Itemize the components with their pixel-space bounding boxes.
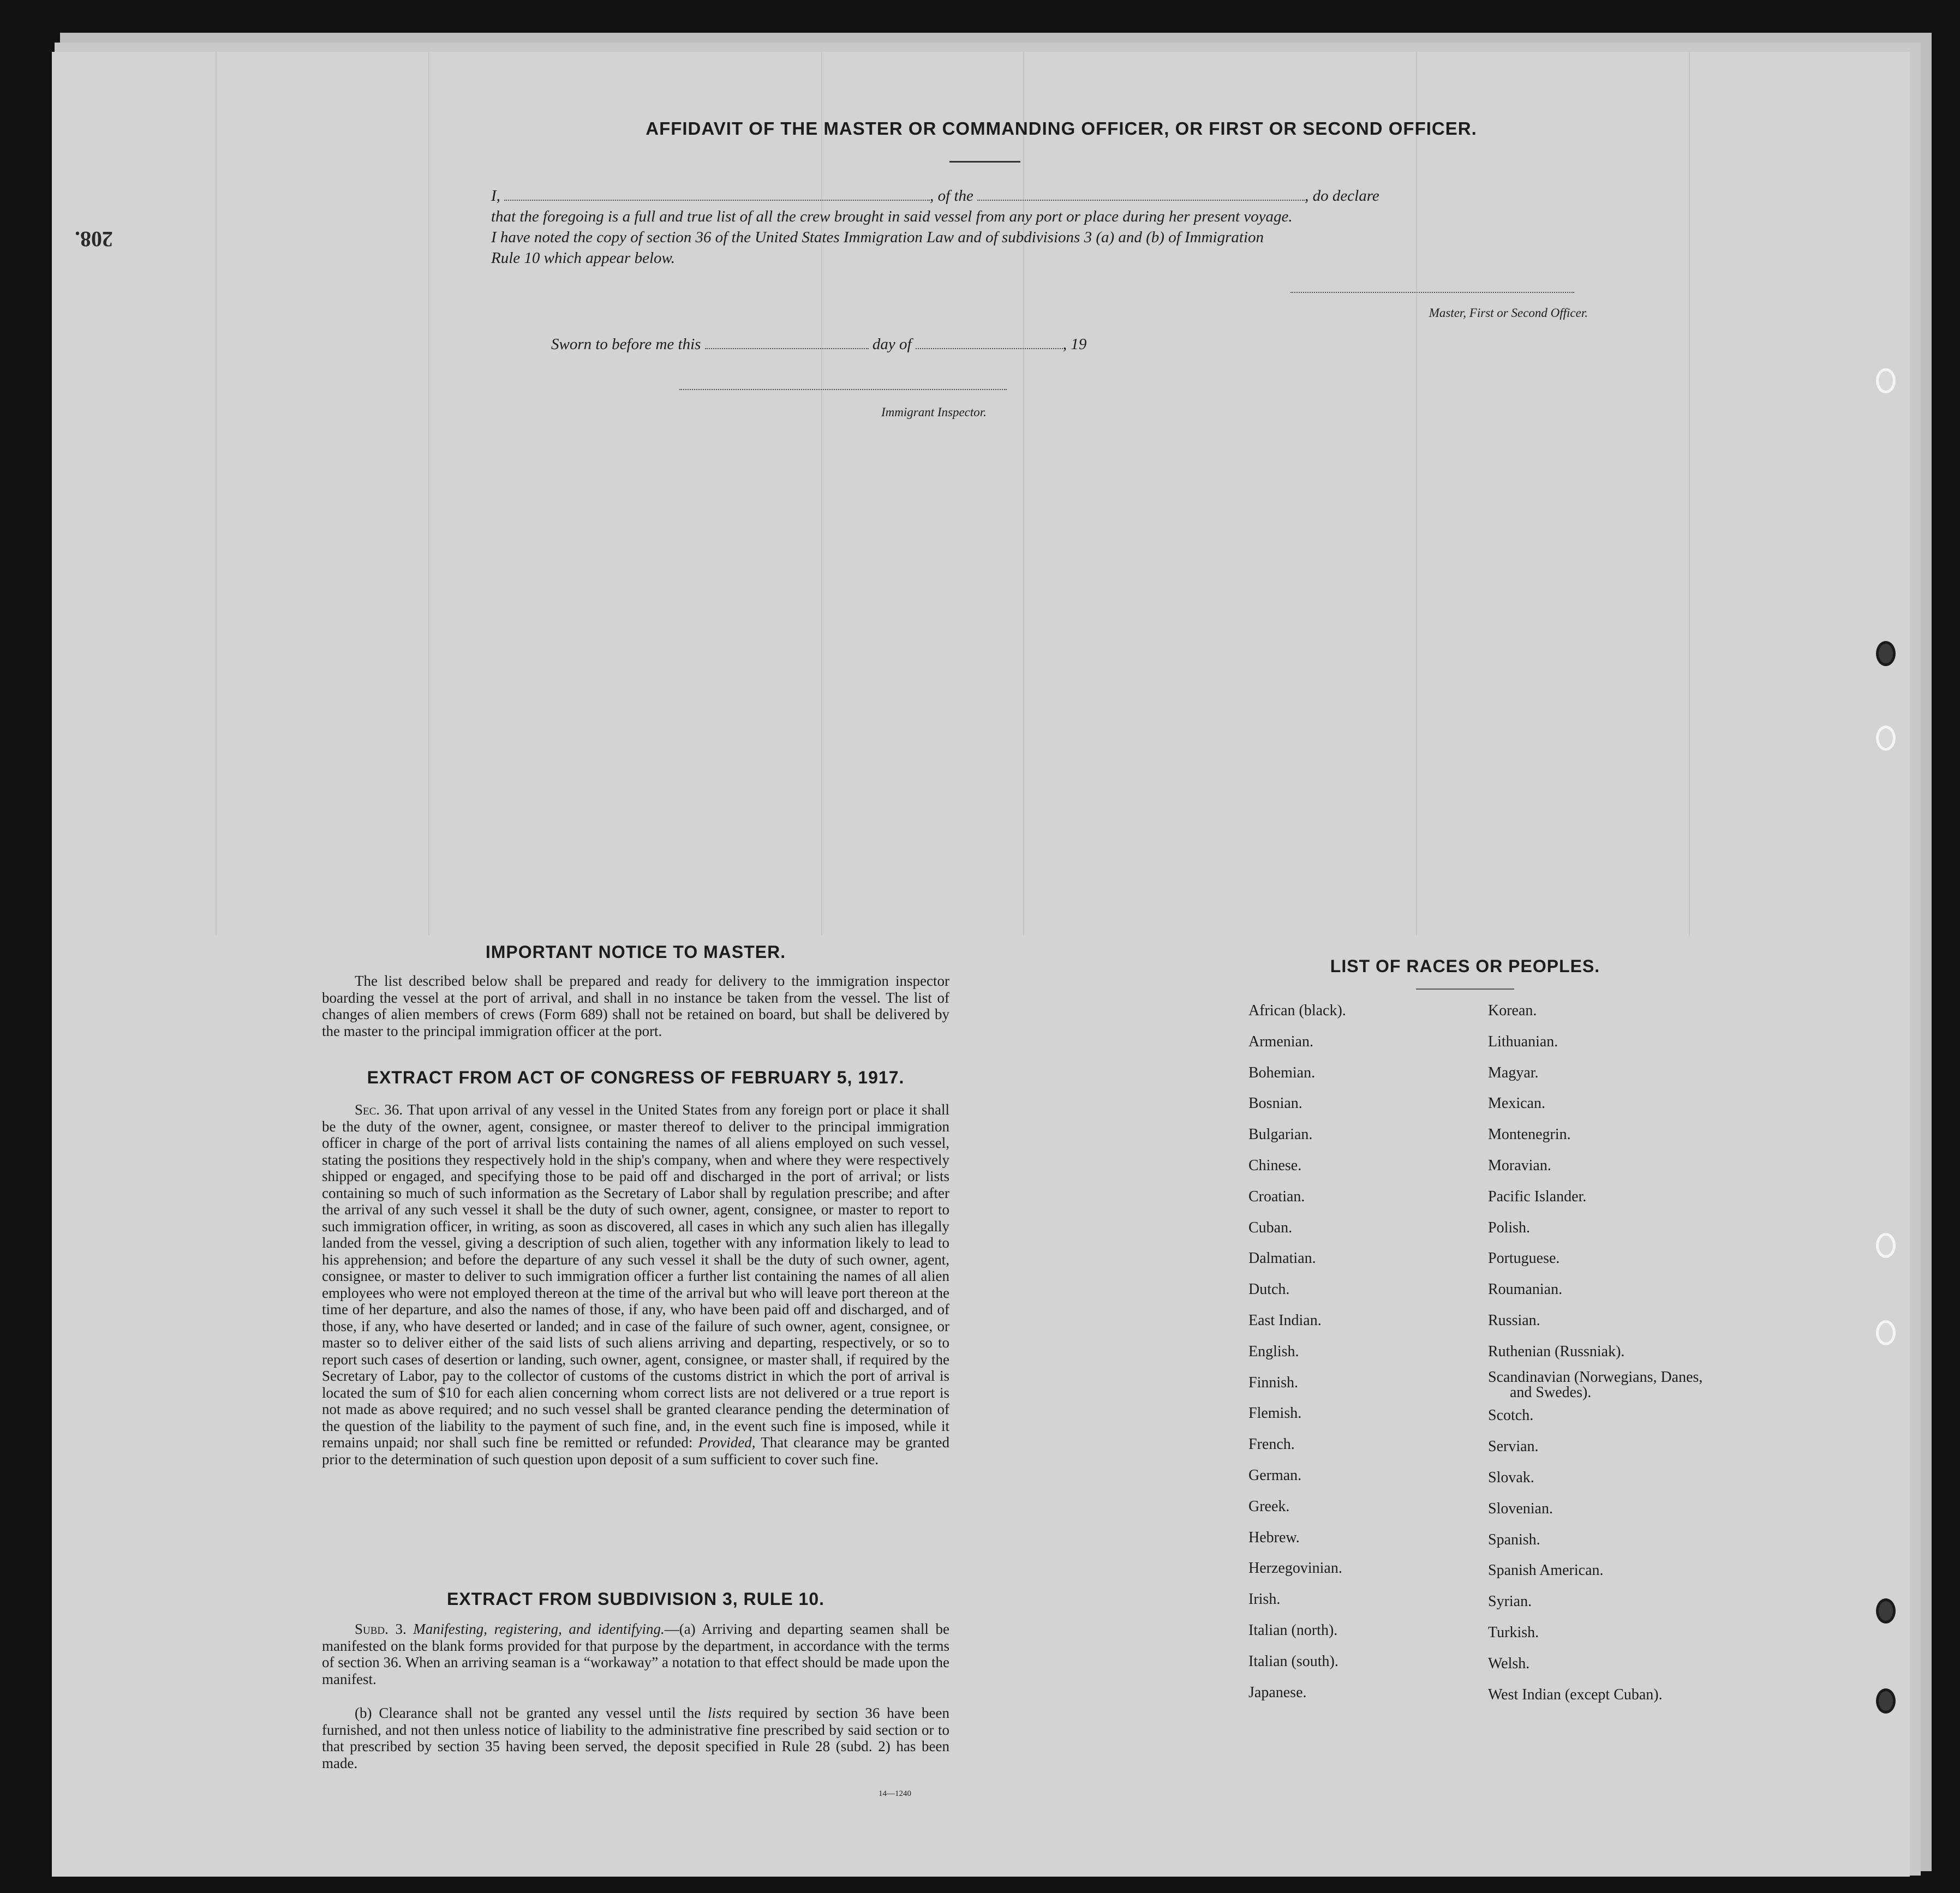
act-body [322, 1101, 949, 1467]
rule-subd-b [322, 1705, 949, 1771]
bleed-grid-line [1416, 52, 1417, 936]
affidavit-declaration-line [491, 187, 1588, 205]
rule-b-lists: lists [708, 1705, 732, 1721]
race-item: Ruthenian (Russniak). [1488, 1343, 1625, 1360]
race-item: Dalmatian. [1248, 1250, 1316, 1267]
race-item: Montenegrin. [1488, 1126, 1571, 1143]
race-item: Bohemian. [1248, 1064, 1316, 1081]
affidavit-line-4: Rule 10 which appear below. [491, 249, 675, 267]
race-item: East Indian. [1248, 1311, 1322, 1329]
race-item: Italian (north). [1248, 1621, 1338, 1639]
races-right-column [1488, 996, 1739, 1710]
rule-subd-heading: Manifesting, registering, and identifying. [413, 1621, 665, 1637]
race-item: Dutch. [1248, 1281, 1290, 1298]
race-item: Scandinavian (Norwegians, Danes, and Swedes). [1488, 1368, 1703, 1401]
day-of-text: day of [872, 336, 912, 353]
race-item: West Indian (except Cuban). [1488, 1686, 1663, 1703]
affidavit-do-declare: , do declare [1305, 187, 1379, 205]
rule-b-start: (b) Clearance shall not be granted any vessel until the [355, 1705, 701, 1721]
punch-hole [1876, 726, 1896, 751]
form-number: 14—1240 [879, 1789, 911, 1798]
race-item: French. [1248, 1436, 1295, 1453]
rule-subd-label: Subd. 3. [355, 1621, 407, 1637]
act-text: That upon arrival of any vessel in the United States from any foreign port or place it shall be the duty of the owner, agent, consignee, or master thereof to deliver to the principal immigration officer in charge of the port of arrival lists containing the names of all aliens employed on such vessel, stating the positions they respectively hold in the ship's company, when and where they were respectively shipped or engaged, and specifying those to be paid off and discharged in the port of arrival; or lists containing so much of such information as the Secretary of Labor shall by regulation prescribe; and after the arrival of any such vessel it shall be the duty of such owner, agent, consignee, or master to report to such immigration officer, in writing, as soon as discovered, all cases in which any such alien has illegally landed from the vessel, giving a description of such alien, together with any information likely to lead to his apprehension; and before the departure of any such vessel it shall be the duty of such owner, agent, consignee, or master to deliver to such immigration officer a further list containing the names of all alien employees who were not employed thereon at the time of the arrival but who will leave port thereon at the time of her departure, and also the names of those, if any, who have been paid off and discharged, and of those, if any, who have deserted or landed; and in case of the failure of such owner, agent, consignee, or master so to deliver either of the said lists of such aliens arriving and departing, respectively, or so to report such cases of desertion or landing, such owner, agent, consignee, or master shall, if required by the Secretary of Labor, pay to the collector of customs of the customs district in which the port of arrival is located the sum of $10 for each alien concerning whom correct lists are not delivered or a true report is not made as above required; and no such vessel shall be granted clearance pending the determination of the question of the liability to the payment of such fine, and, in the event such fine is imposed, while it remains unpaid; nor shall such fine be remitted or refunded: [322, 1101, 950, 1451]
race-item: Roumanian. [1488, 1281, 1563, 1298]
punch-hole [1876, 641, 1896, 666]
race-item: Spanish American. [1488, 1562, 1604, 1579]
race-item: Chinese. [1248, 1157, 1302, 1174]
bleed-through-text [336, 128, 346, 165]
act-text-end: That clearance may be granted prior to the determination of such question upon deposit of a sum sufficient to cover such fine. [322, 1434, 949, 1467]
bleed-grid-line [1689, 52, 1690, 936]
page-number-stamp: 208. [75, 227, 113, 251]
race-item: Greek. [1248, 1497, 1290, 1515]
race-item: Scotch. [1488, 1407, 1534, 1424]
rule-subd-a [322, 1621, 949, 1687]
month-blank[interactable] [916, 348, 1063, 349]
punch-hole [1876, 1320, 1896, 1345]
race-item: Polish. [1488, 1219, 1531, 1236]
race-item: Croatian. [1248, 1188, 1305, 1205]
race-item: Syrian. [1488, 1593, 1532, 1610]
race-item: Moravian. [1488, 1157, 1551, 1174]
sworn-day-blank[interactable] [705, 348, 869, 349]
race-item: Italian (south). [1248, 1652, 1338, 1670]
race-item: Spanish. [1488, 1531, 1540, 1548]
race-item: Russian. [1488, 1311, 1540, 1329]
punch-hole [1876, 1598, 1896, 1624]
race-item: Finnish. [1248, 1374, 1299, 1391]
bleed-grid-line [1023, 52, 1024, 936]
rule-b-text: required by section 36 have been furnished, and not then unless notice of liability to the administrative fine prescribed by said section or to that prescribed by section 35 having been served, the deposit specified in Rule 28 (subd. 2) has been made. [322, 1705, 950, 1771]
races-title-rule [1416, 989, 1514, 990]
vessel-blank[interactable] [977, 200, 1305, 201]
race-item: Herzegovinian. [1248, 1560, 1342, 1577]
master-signature-line[interactable] [1290, 292, 1574, 293]
bleed-grid-line [428, 52, 429, 936]
race-item: Irish. [1248, 1591, 1281, 1608]
race-item: Pacific Islander. [1488, 1188, 1587, 1205]
races-title: LIST OF RACES OR PEOPLES. [1330, 956, 1600, 976]
inspector-label: Immigrant Inspector. [881, 405, 987, 419]
act-provided: Provided, [698, 1434, 756, 1451]
race-item: Cuban. [1248, 1219, 1293, 1236]
race-item: Turkish. [1488, 1624, 1539, 1641]
affidavit-i: I, [491, 187, 500, 205]
act-title: EXTRACT FROM ACT OF CONGRESS OF FEBRUARY 5, 1917. [367, 1068, 905, 1087]
master-signature-label: Master, First or Second Officer. [1429, 306, 1588, 320]
punch-hole [1876, 1233, 1896, 1258]
race-item: Welsh. [1488, 1655, 1530, 1672]
manifest-page [52, 52, 1910, 1877]
name-blank[interactable] [504, 200, 930, 201]
sworn-line [551, 336, 1260, 354]
race-item: Flemish. [1248, 1405, 1302, 1422]
bleed-grid-line [216, 52, 217, 936]
race-item: Korean. [1488, 1002, 1537, 1019]
act-section: Sec. 36. [355, 1101, 403, 1118]
rule-title: EXTRACT FROM SUBDIVISION 3, RULE 10. [446, 1589, 825, 1609]
inspector-signature-line[interactable] [679, 389, 1007, 390]
race-item: Armenian. [1248, 1033, 1313, 1050]
year-prefix: , 19 [1062, 336, 1087, 353]
race-item: Bulgarian. [1248, 1126, 1313, 1143]
rule-a-text: —(a) Arriving and departing seamen shall be manifested on the blank forms provided for that purpose by the department, in accordance with the terms of section 36. When an arriving seaman is a “workaway” a notation to that effect should be made upon the manifest. [322, 1621, 949, 1687]
race-item: Japanese. [1248, 1684, 1307, 1701]
race-item: Slovenian. [1488, 1500, 1553, 1517]
race-item: Mexican. [1488, 1095, 1545, 1112]
notice-title: IMPORTANT NOTICE TO MASTER. [485, 942, 786, 962]
race-item: Hebrew. [1248, 1529, 1300, 1546]
race-item: German. [1248, 1466, 1302, 1484]
affidavit-title: AFFIDAVIT OF THE MASTER OR COMMANDING OFFICER, OR FIRST OR SECOND OFFICER. [646, 118, 1477, 139]
race-item: Lithuanian. [1488, 1033, 1558, 1050]
affidavit-line-2: that the foregoing is a full and true list of all the crew brought in said vessel from any port or place during her present voyage. [491, 208, 1293, 225]
race-item: Magyar. [1488, 1064, 1539, 1081]
affidavit-line-3: I have noted the copy of section 36 of the United States Immigration Law and of subdivisions 3 (a) and (b) of Immigration [491, 229, 1264, 246]
affidavit-of-the: , of the [930, 187, 973, 205]
bleed-grid-line [821, 52, 822, 936]
race-item: Bosnian. [1248, 1095, 1302, 1112]
race-item: Slovak. [1488, 1469, 1534, 1486]
race-item: Servian. [1488, 1438, 1539, 1455]
title-rule [949, 161, 1020, 163]
notice-body: The list described below shall be prepared and ready for delivery to the immigration inspector boarding the vessel at the port of arrival, and shall in no instance be taken from the vessel. The list of changes of alien members of crews (Form 689) shall not be retained on board, but shall be delivered by the master to the principal immigration officer at the port. [322, 973, 949, 1039]
races-left-column [1248, 996, 1478, 1708]
sworn-text: Sworn to before me this [551, 336, 701, 353]
punch-hole [1876, 1688, 1896, 1714]
race-item: Portuguese. [1488, 1250, 1560, 1267]
punch-hole [1876, 368, 1896, 393]
race-item: English. [1248, 1343, 1299, 1360]
race-item: African (black). [1248, 1002, 1346, 1019]
